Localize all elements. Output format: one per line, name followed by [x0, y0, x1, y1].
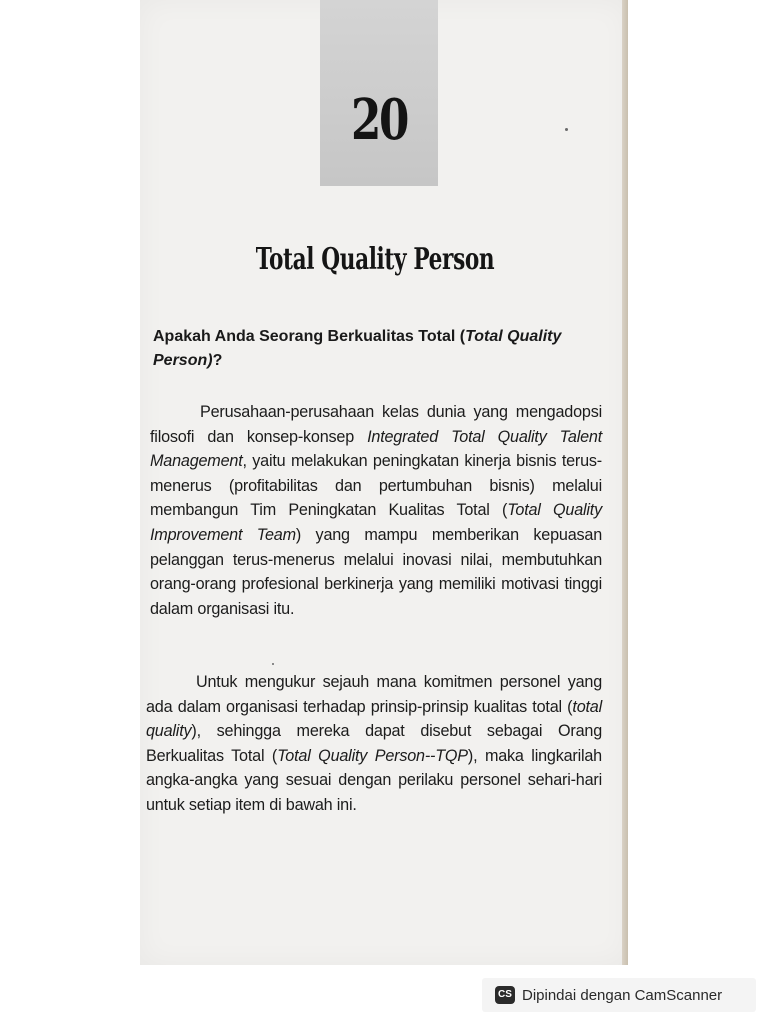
- chapter-number: 20: [350, 87, 408, 153]
- paragraph-text: Perusahaan-perusahaan kelas dunia yang mengadopsi filosofi dan konsep-konsep: [150, 403, 602, 446]
- paragraph-italic: total quality: [146, 697, 602, 741]
- paragraph-italic: Total Quality Person--TQP: [277, 746, 468, 765]
- paragraph-italic: Integrated Total Quality Talent Management: [150, 427, 602, 471]
- paragraph-text: Untuk mengukur sejauh mana komitmen personel yang ada dalam organisasi terhadap prinsip-prinsip kualitas total (: [146, 673, 602, 716]
- heading-suffix: ?: [212, 352, 223, 369]
- camscanner-watermark: [482, 978, 756, 1012]
- paragraph-italic: Total Quality Improvement Team: [150, 501, 602, 544]
- paragraph-text: ) yang mampu memberikan kepuasan pelanggan terus-menerus melalui inovasi nilai, membutuhkan orang-orang profesional berkinerja yang memiliki motivasi tinggi dalam organisasi itu.: [150, 525, 602, 618]
- paragraph-text: , yaitu melakukan peningkatan kinerja bisnis terus-menerus (profitabilitas dan pertumbuhan bisnis) melalui membangun Tim Peningkatan Kualitas Total (: [150, 452, 602, 520]
- section-heading: [153, 325, 608, 373]
- paragraph-1: [150, 400, 602, 621]
- scan-speck: [272, 663, 274, 665]
- heading-text: Apakah Anda Seorang Berkualitas Total (: [153, 328, 466, 345]
- page-edge: [622, 0, 628, 965]
- camscanner-icon: CS: [495, 986, 515, 1004]
- paragraph-text: ), sehingga mereka dapat disebut sebagai Orang Berkualitas Total (: [146, 722, 602, 765]
- paragraph-2: [146, 670, 602, 818]
- heading-italic: Total Quality Person): [153, 328, 562, 369]
- chapter-title: Total Quality Person: [255, 242, 495, 277]
- paragraph-text: ), maka lingkarilah angka-angka yang sesuai dengan perilaku personel sehari-hari untuk setiap item di bawah ini.: [146, 746, 602, 814]
- camscanner-label: Dipindai dengan CamScanner: [522, 986, 723, 1004]
- scan-speck: [565, 128, 568, 131]
